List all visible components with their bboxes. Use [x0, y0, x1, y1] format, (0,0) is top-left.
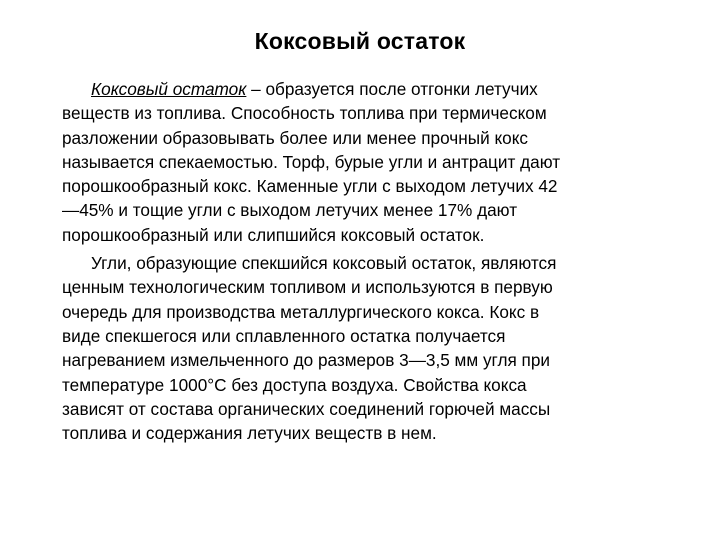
paragraph-1-line-1-text: образуется после отгонки летучих: [265, 79, 538, 99]
paragraph-2-line-7: зависят от состава органических соединений горючей массы: [62, 398, 551, 419]
slide-body: [62, 77, 662, 445]
paragraph-2-line-8: топлива и содержания летучих веществ в нем.: [62, 423, 437, 444]
term-coke-residue: Коксовый остаток: [91, 79, 247, 99]
paragraph-1: [62, 77, 662, 247]
term-dash: –: [246, 79, 266, 99]
paragraph-2: [62, 251, 662, 445]
paragraph-2-line-1: Угли, образующие спекшийся коксовый остаток, являются: [91, 253, 557, 274]
paragraph-2-line-4: виде спекшегося или сплавленного остатка получается: [62, 325, 506, 346]
paragraph-1-line-7: порошкообразный или слипшийся коксовый остаток.: [62, 224, 485, 245]
paragraph-2-line-6: температуре 1000°С без доступа воздуха. Свойства кокса: [62, 374, 527, 395]
paragraph-2-line-5: нагреванием измельченного до размеров 3—3,5 мм угля при: [62, 350, 551, 371]
paragraph-1-line-6: —45% и тощие угли с выходом летучих менее 17% дают: [62, 200, 518, 221]
paragraph-2-line-3: очередь для производства металлургического кокса. Кокс в: [62, 301, 540, 322]
paragraph-2-line-2: ценным технологическим топливом и используются в первую: [62, 277, 553, 298]
slide-title: Коксовый остаток: [254, 28, 466, 54]
paragraph-1-line-4: называется спекаемостью. Торф, бурые угли и антрацит дают: [62, 151, 561, 172]
paragraph-1-line-3: разложении образовывать более или менее прочный кокс: [62, 127, 529, 148]
paragraph-1-line-1: [62, 77, 662, 101]
paragraph-1-line-5: порошкообразный кокс. Каменные угли с выходом летучих 42: [62, 176, 558, 197]
paragraph-1-line-2: веществ из топлива. Способность топлива при термическом: [62, 103, 547, 124]
